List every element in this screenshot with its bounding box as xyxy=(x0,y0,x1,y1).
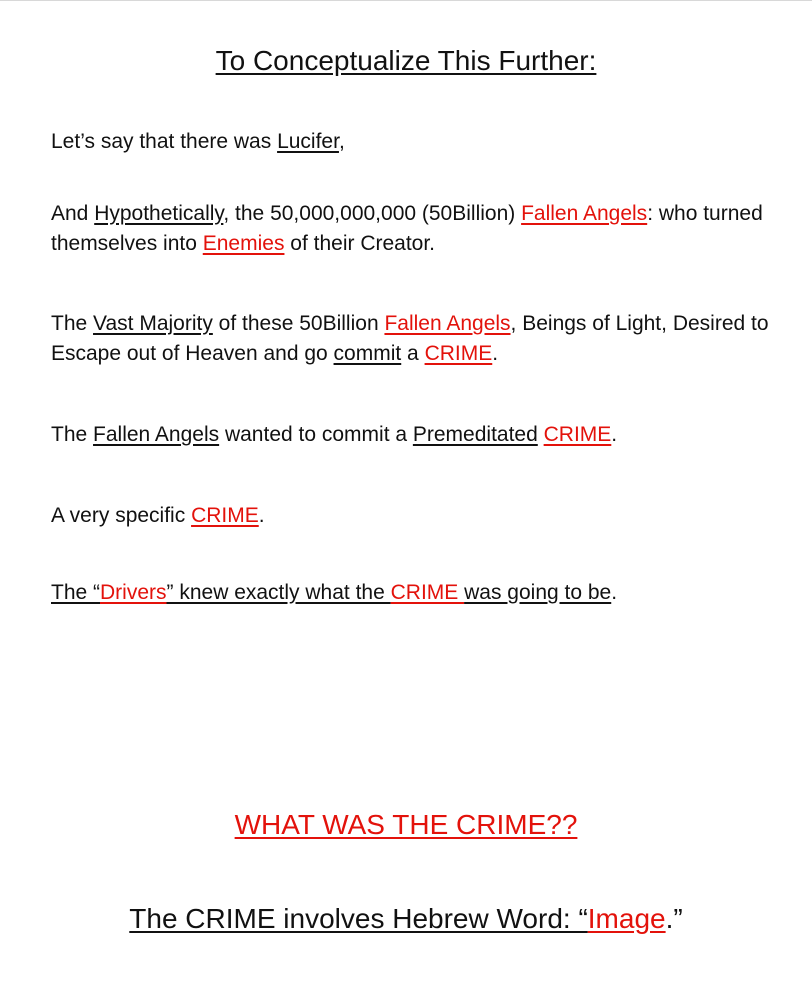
text: , xyxy=(338,130,345,153)
term-premeditated: Premeditated xyxy=(412,423,538,446)
text: The CRIME involves Hebrew Word: “ xyxy=(129,903,588,934)
text: Let’s say that there was xyxy=(51,130,278,153)
text: a xyxy=(401,342,425,365)
text: And xyxy=(51,202,95,225)
crime-question-heading: WHAT WAS THE CRIME?? xyxy=(234,809,578,840)
text: was going to be xyxy=(464,581,612,604)
text: of their Creator. xyxy=(284,232,436,255)
term-drivers: Drivers xyxy=(100,581,167,604)
paragraph-vast-majority xyxy=(51,309,801,369)
term-fallen-angels: Fallen Angels xyxy=(93,423,220,446)
term-crime: CRIME xyxy=(191,504,259,527)
text: . xyxy=(611,423,618,446)
paragraph-fallen-angels-count xyxy=(51,199,801,259)
text: of these 50Billion xyxy=(212,312,385,335)
text: The xyxy=(51,423,94,446)
term-enemies: Enemies xyxy=(202,232,285,255)
paragraph-premeditated xyxy=(51,420,801,450)
text: A very specific xyxy=(51,504,192,527)
text: .” xyxy=(665,903,683,934)
text: . xyxy=(611,581,618,604)
text: The xyxy=(51,312,94,335)
text: . xyxy=(258,504,265,527)
term-hypothetically: Hypothetically xyxy=(94,202,224,225)
paragraph-drivers xyxy=(51,578,801,608)
term-crime: CRIME xyxy=(390,581,465,604)
text: The “ xyxy=(51,581,101,604)
paragraph-specific-crime xyxy=(51,501,801,531)
text: : who turned themselves into xyxy=(51,202,763,255)
final-statement xyxy=(0,901,812,937)
term-crime: CRIME xyxy=(424,342,493,365)
term-vast-majority: Vast Majority xyxy=(93,312,213,335)
text: , the 50,000,000,000 (50Billion) xyxy=(223,202,522,225)
term-commit: commit xyxy=(333,342,402,365)
text: , Beings of Light, Desired to Escape out of Heaven and go xyxy=(51,312,769,365)
term-crime: CRIME xyxy=(543,423,612,446)
term-fallen-angels: Fallen Angels xyxy=(521,202,648,225)
term-fallen-angels: Fallen Angels xyxy=(384,312,511,335)
text: ” knew exactly what the xyxy=(166,581,391,604)
term-image: Image xyxy=(587,903,666,934)
term-lucifer: Lucifer xyxy=(277,130,339,153)
text: wanted to commit a xyxy=(219,423,413,446)
page-title: To Conceptualize This Further: xyxy=(215,45,597,76)
text: . xyxy=(492,342,499,365)
paragraph-lucifer xyxy=(51,127,801,157)
